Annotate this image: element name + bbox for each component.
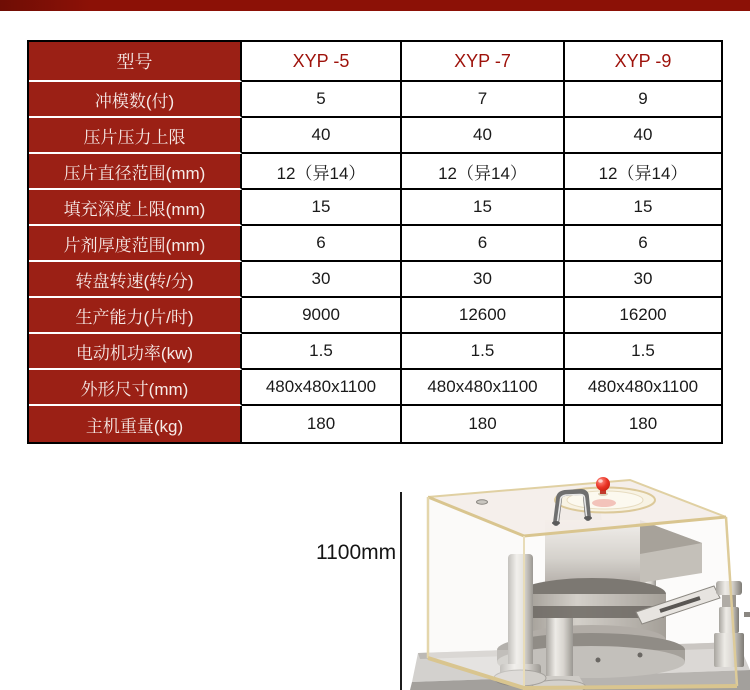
spec-value: 12（异14） [402,154,565,190]
spec-value: 30 [565,262,721,298]
table-row [29,154,721,190]
table-row [29,406,721,442]
red-knob [596,477,610,491]
spec-label: 压片压力上限 [29,118,242,154]
spec-value: 1.5 [402,334,565,370]
spec-label: 生产能力(片/时) [29,298,242,334]
spec-value: 40 [402,118,565,154]
spec-label: 主机重量(kg) [29,406,242,442]
model-name: XYP -9 [565,42,721,82]
spec-value: 180 [242,406,402,442]
table-row [29,190,721,226]
spec-value: 12600 [402,298,565,334]
table-row [29,370,721,406]
model-header-cell: 型号 [29,42,242,82]
table-row [29,262,721,298]
spec-value: 40 [565,118,721,154]
spec-value: 1.5 [565,334,721,370]
table-row [29,82,721,118]
spec-value: 40 [242,118,402,154]
spec-label: 电动机功率(kw) [29,334,242,370]
machine-photo [410,471,750,690]
spec-value: 30 [402,262,565,298]
spec-table [27,40,723,444]
spec-value: 7 [402,82,565,118]
table-row [29,226,721,262]
spec-value: 1.5 [242,334,402,370]
model-name: XYP -7 [402,42,565,82]
spec-label: 填充深度上限(mm) [29,190,242,226]
spec-value: 5 [242,82,402,118]
spec-label: 冲模数(付) [29,82,242,118]
spec-label: 片剂厚度范围(mm) [29,226,242,262]
spec-value: 180 [402,406,565,442]
spec-value: 9000 [242,298,402,334]
spec-value: 480x480x1100 [565,370,721,406]
spec-value: 180 [565,406,721,442]
spec-value: 15 [565,190,721,226]
spec-value: 15 [402,190,565,226]
model-name: XYP -5 [242,42,402,82]
height-dimension-label: 1100mm [316,541,397,564]
spec-value: 480x480x1100 [402,370,565,406]
spec-label: 压片直径范围(mm) [29,154,242,190]
table-header-row [29,42,721,82]
spec-value: 480x480x1100 [242,370,402,406]
spec-value: 12（异14） [565,154,721,190]
spec-value: 6 [242,226,402,262]
spec-value: 15 [242,190,402,226]
spec-value: 12（异14） [242,154,402,190]
spec-value: 30 [242,262,402,298]
spec-value: 9 [565,82,721,118]
spec-label: 外形尺寸(mm) [29,370,242,406]
spec-value: 6 [565,226,721,262]
spec-value: 16200 [565,298,721,334]
table-row [29,334,721,370]
table-row [29,298,721,334]
height-dimension-line [400,492,402,690]
spec-label: 转盘转速(转/分) [29,262,242,298]
table-row [29,118,721,154]
top-screw [477,500,488,504]
spec-value: 6 [402,226,565,262]
top-brand-bar [0,0,750,11]
